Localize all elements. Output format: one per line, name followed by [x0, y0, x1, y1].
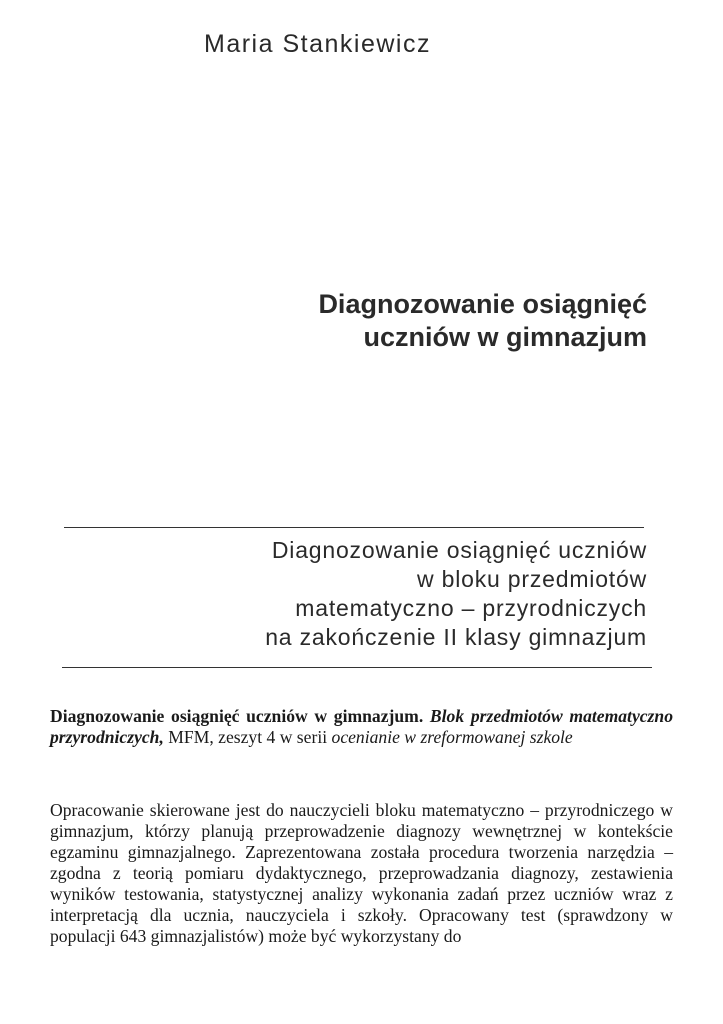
book-subtitle: [265, 536, 647, 652]
abstract-paragraph: Opracowanie skierowane jest do nauczycieli bloku matematyczno – przyrodniczego w gimnazjum, którzy planują przeprowadzenie diagnozy wewnętrznej w kontekście egzaminu gimnazjalnego. Zaprezentowana została procedura tworzenia narzędzia – zgodna z teorią pomiaru dydaktycznego, przeprowadzania diagnozy, zestawienia wyników testowania, statystycznej analizy wykonania zadań przez uczniów wraz z interpretacją dla ucznia, nauczyciela i szkoły. Opracowany test (sprawdzony w populacji 643 gimnazjalistów) może być wykorzystany do: [50, 800, 673, 946]
biblio-title: Diagnozowanie osiągnięć uczniów w gimnazjum.: [50, 706, 424, 726]
bottom-divider: [62, 667, 652, 668]
subtitle-line-3: matematyczno – przyrodniczych: [295, 595, 647, 621]
subtitle-line-2: w bloku przedmiotów: [417, 566, 647, 592]
biblio-series: ocenianie w zreformowanej szkole: [331, 727, 573, 747]
top-divider: [64, 527, 644, 528]
book-title-line-2: uczniów w gimnazjum: [363, 322, 647, 352]
subtitle-line-1: Diagnozowanie osiągnięć uczniów: [271, 537, 647, 563]
biblio-publisher: MFM, zeszyt 4 w serii: [168, 727, 328, 747]
book-title-line-1: Diagnozowanie osiągnięć: [318, 289, 647, 319]
book-title: [318, 288, 647, 354]
biblio-subject-block: Blok przedmiotów matematyczno przyrodniczych,: [50, 706, 673, 747]
author-name: Maria Stankiewicz: [204, 30, 431, 58]
bibliographic-note: [50, 706, 673, 748]
subtitle-line-4: na zakończenie II klasy gimnazjum: [265, 624, 647, 650]
